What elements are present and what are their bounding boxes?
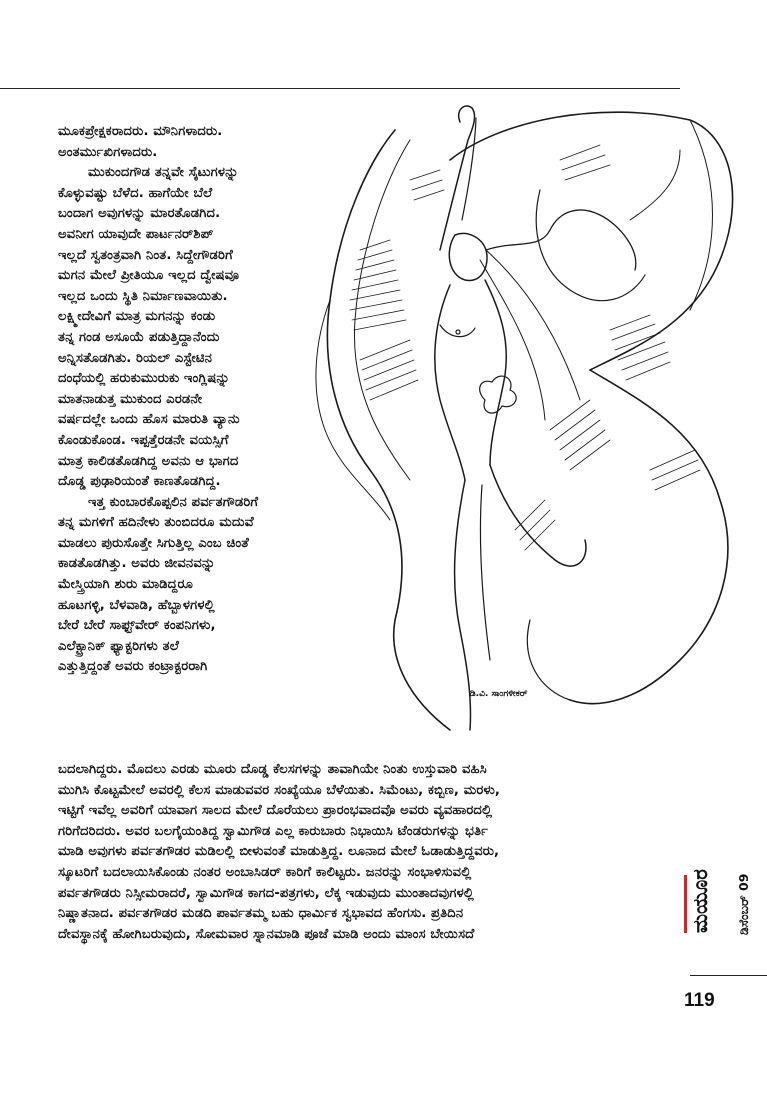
text-line: ಪರ್ವತಗೌಡರು ನಿಸ್ಸೀಮರಾದರೆ, ಸ್ವಾಮಿಗೌಡ ಕಾಗದ-ಪತ್ರಗಳು, ಲೆಕ್ಕ ಇಡುವುದು ಮುಂತಾದವುಗಳಲ್ಲಿ	[58, 885, 474, 901]
text-line: ಇಟ್ಟಿಗೆ ಇವೆಲ್ಲ ಅವರಿಗೆ ಯಾವಾಗ ಸಾಲದ ಮೇಲೆ ದೊರೆಯಲು ಪ್ರಾರಂಭವಾದವೊ ಅವರು ವ್ಯವಹಾರದಲ್ಲಿ	[58, 803, 493, 819]
magazine-name: ಮಯೂರ	[688, 869, 712, 933]
text-line: ಮಗನ ಮೇಲೆ ಪ್ರೀತಿಯೂ ಇಲ್ಲದ ದ್ವೇಷವೂ	[58, 268, 240, 284]
text-line: ದೊಡ್ಡ ಪುಢಾರಿಯಂತೆ ಕಾಣತೊಡಗಿದ್ದ.	[58, 474, 221, 490]
text-line: ಎಲೆಕ್ಟ್ರಾನಿಕ್ ಫ್ಯಾಕ್ಟರಿಗಳು ತಲೆ	[58, 638, 179, 654]
text-line: ಲಕ್ಷ್ಮೀದೇವಿಗೆ ಮಾತ್ರ ಮಗನನ್ನು ಕಂಡು	[58, 309, 216, 325]
text-line: ಎತ್ತುತ್ತಿದ್ದಂತೆ ಅವರು ಕಂಟ್ರಾಕ್ಟರರಾಗಿ	[58, 659, 208, 675]
text-line: ಬೇರೆ ಬೇರೆ ಸಾಫ್ಟ್‌ವೇರ್ ಕಂಪನಿಗಳು,	[58, 618, 216, 634]
illustration-credit: ಡಿ.ವಿ. ಸಾಂಗಳೀಕರ್	[470, 689, 528, 699]
text-line: ಕೊಳ್ಳುವಷ್ಟು ಬೆಳೆದ. ಹಾಗೆಯೇ ಬೆಲೆ	[58, 185, 213, 201]
text-line: ಬಂದಾಗ ಅವುಗಳನ್ನು ಮಾರತೊಡಗಿದ.	[58, 206, 221, 222]
page-number: 119	[684, 990, 715, 1011]
text-line: ಮಾತನಾಡುತ್ತ ಮುಕುಂದ ಎರಡನೇ	[58, 391, 203, 407]
text-line: ಮಾಡಿ ಅವುಗಳು ಪರ್ವತಗೌಡರ ಮಡಿಲಲ್ಲಿ ಬೀಳುವಂತೆ ಮಾಡುತ್ತಿದ್ದ. ಲೂನಾದ ಮೇಲೆ ಓಡಾಡುತ್ತಿದ್ದವರು,	[58, 844, 500, 860]
text-line: ಮಾತ್ರ ಕಾಲಿಡತೊಡಗಿದ್ದ ಅವನು ಆ ಭಾಗದ	[58, 453, 239, 469]
top-rule	[0, 88, 680, 89]
text-line: ಮೂಕಪ್ರೇಕ್ಷಕರಾದರು. ಮೌನಿಗಳಾದರು.	[58, 124, 223, 139]
text-line: ಗರಿಗೆದರಿದರು. ಅವರ ಬಲಗೈಯಂತಿದ್ದ ಸ್ವಾಮಿಗೌಡ ಎಲ್ಲ ಕಾರುಬಾರು ನಿಭಾಯಿಸಿ ಟೆಂಡರುಗಳನ್ನು ಭರ್ತಿ	[58, 823, 489, 839]
text-line: ಇಲ್ಲದ ಒಂದು ಸ್ಥಿತಿ ನಿರ್ಮಾಣವಾಯಿತು.	[58, 288, 228, 304]
text-line: ತನ್ನ ಗಂಡ ಅಸೂಯೆ ಪಡುತ್ತಿದ್ದಾನೆಂದು	[58, 329, 220, 345]
text-line: ಕಾಡತೊಡಗಿತ್ತು. ಅವರು ಜೀವನವನ್ನು	[58, 556, 216, 572]
text-line: ಅವನೀಗ ಯಾವುದೇ ಪಾರ್ಟನರ್‌ಶಿಪ್	[58, 226, 214, 242]
text-line: ದಂಧೆಯಲ್ಲಿ ಹರುಕುಮುರುಕು ಇಂಗ್ಲಿಷನ್ನು	[58, 371, 230, 387]
sketch-dancing-figure-icon	[300, 100, 742, 755]
text-line: ಅಂತರ್ಮುಖಿಗಳಾದರು.	[58, 144, 158, 160]
article-wide-column	[58, 760, 663, 945]
text-line: ಹೂಟಗಳ್ಳಿ, ಬೆಳವಾಡಿ, ಹೆಬ್ಬಾಳಗಳಲ್ಲಿ	[58, 597, 215, 613]
text-line: ಕೊಂಡುಕೊಂಡ. ಇಪ್ಪತ್ತೆರಡನೇ ವಯಸ್ಸಿಗೆ	[58, 432, 229, 448]
text-line: ದೇವಸ್ಥಾನಕ್ಕೆ ಹೋಗಿಬರುವುದು, ಸೋಮವಾರ ಸ್ನಾನಮಾಡಿ ಪೂಜೆ ಮಾಡಿ ಅಂದು ಮಾಂಸ ಬೇಯಿಸದೆ	[58, 926, 475, 942]
text-line: ತನ್ನ ಮಗಳಿಗೆ ಹದಿನೇಳು ತುಂಬಿದರೂ ಮದುವೆ	[58, 515, 254, 531]
article-narrow-column	[58, 122, 308, 678]
text-line: ನಿಷ್ಣಾತನಾದ. ಪರ್ವತಗೌಡರ ಮಡದಿ ಪಾರ್ವತಮ್ಮ ಬಹು ಧಾರ್ಮಿಕ ಸ್ವಭಾವದ ಹೆಂಗಸು. ಪ್ರತಿದಿನ	[58, 906, 464, 922]
text-line: ಅನ್ನಿಸತೊಡಗಿತು. ರಿಯಲ್ ಎಸ್ಟೇಟಿನ	[58, 350, 213, 366]
issue-date: ಡಿಸೆಂಬರ್ 09	[736, 873, 751, 935]
text-line: ಮುಗಿಸಿ ಕೊಟ್ಟಮೇಲೆ ಅವರಲ್ಲಿ ಕೆಲಸ ಮಾಡುವವರ ಸಂಖ್ಯೆಯೂ ಬೆಳೆಯಿತು. ಸಿಮೆಂಟು, ಕಬ್ಬಿಣ, ಮರಳು,	[58, 782, 501, 798]
illustration	[300, 100, 742, 755]
text-line: ಇಲ್ಲದೆ ಸ್ವತಂತ್ರವಾಗಿ ನಿಂತ. ಸಿದ್ದೇಗೌಡರಿಗೆ	[58, 247, 233, 263]
text-line: ವರ್ಷದಲ್ಲೇ ಒಂದು ಹೊಸ ಮಾರುತಿ ವ್ಯಾನು	[58, 412, 240, 428]
text-line: ಬದಲಾಗಿದ್ದರು. ಮೊದಲು ಎರಡು ಮೂರು ದೊಡ್ಡ ಕೆಲಸಗಳನ್ನು ತಾವಾಗಿಯೇ ನಿಂತು ಉಸ್ತುವಾರಿ ವಹಿಸಿ	[58, 762, 487, 777]
text-line: ಸ್ಕೂಟರಿಗೆ ಬದಲಾಯಿಸಿಕೊಂಡು ನಂತರ ಅಂಬಾಸಿಡರ್ ಕಾರಿಗೆ ಕಾಲಿಟ್ಟರು. ಜನರನ್ನು ಸಂಭಾಳಿಸುವಲ್ಲಿ	[58, 864, 472, 880]
text-line: ಮೇಸ್ತ್ರಿಯಾಗಿ ಶುರು ಮಾಡಿದ್ದರೂ	[58, 577, 193, 593]
footer-rule	[690, 975, 767, 976]
magazine-accent-bar	[684, 875, 687, 933]
text-line: ಮುಕುಂದಗೌಡ ತನ್ನವೇ ಸೈಟುಗಳನ್ನು	[88, 165, 239, 181]
magazine-side-label	[658, 835, 767, 945]
text-line: ಇತ್ತ ಕುಂಬಾರಕೊಪ್ಪಲಿನ ಪರ್ವತಗೌಡರಿಗೆ	[88, 494, 259, 510]
text-line: ಮಾಡಲು ಪುರುಸೊತ್ತೇ ಸಿಗುತ್ತಿಲ್ಲ ಎಂಬ ಚಿಂತೆ	[58, 535, 249, 551]
